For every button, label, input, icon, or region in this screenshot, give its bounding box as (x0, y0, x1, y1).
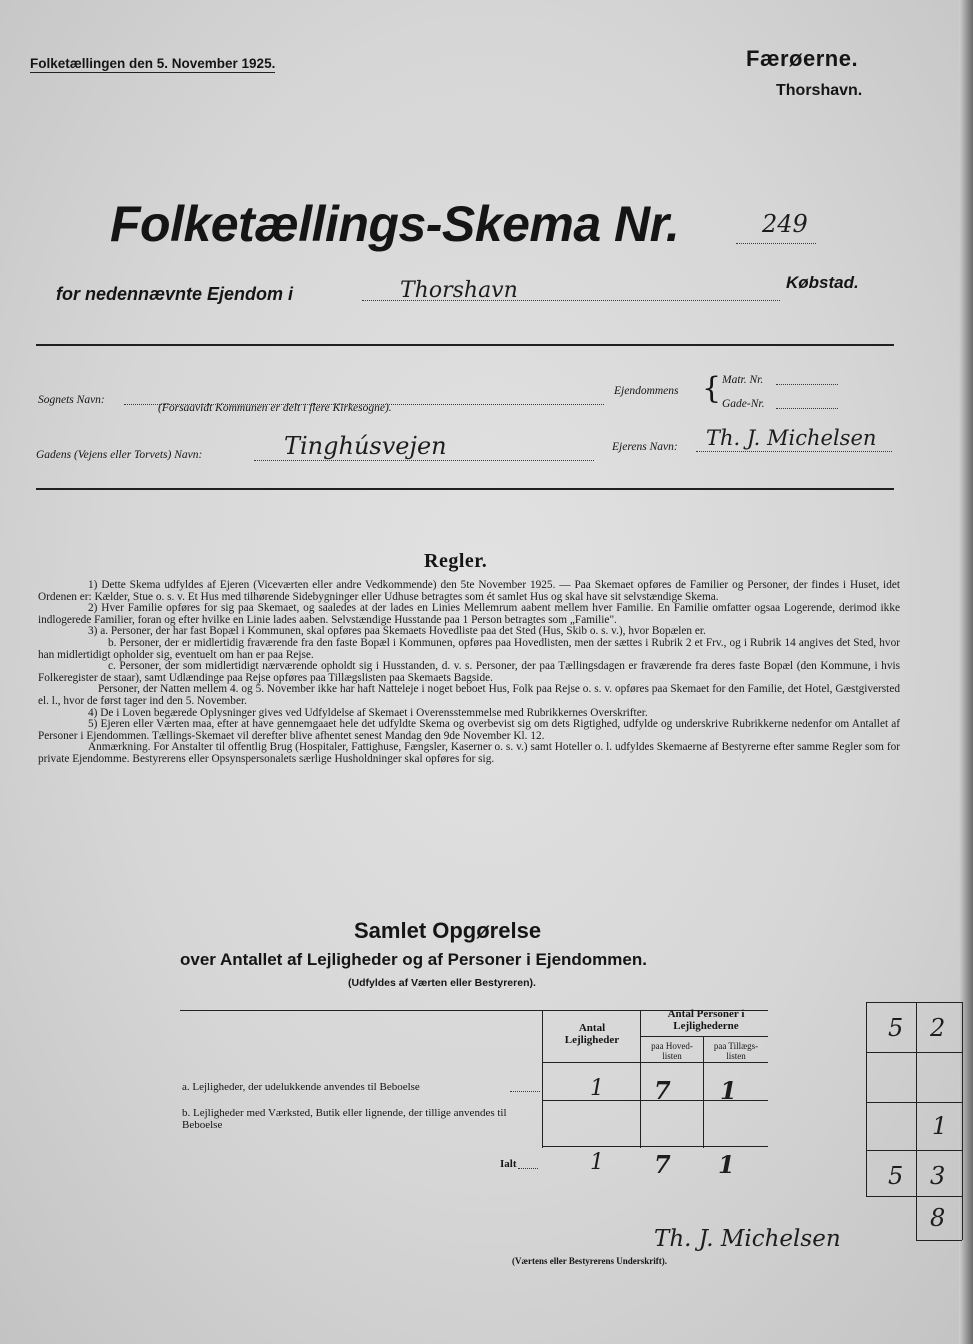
owner-value-handwritten: Th. J. Michelsen (706, 426, 877, 450)
owner-line (696, 451, 892, 452)
tally-mid-line (916, 1002, 917, 1240)
street-label: Gadens (Vejens eller Torvets) Navn: (36, 449, 203, 461)
total-label: Ialt (500, 1158, 517, 1170)
tally-r0-right: 2 (930, 1014, 946, 1042)
col-supp-header: paa Tillægs-listen (713, 1041, 759, 1061)
street-line (254, 460, 594, 461)
parish-note: (Forsaavidt Kommunen er delt i flere Kirkesogne). (158, 402, 392, 414)
town-header: Thorshavn. (776, 82, 863, 99)
region-header: Færøerne. (746, 46, 859, 71)
rule-5: 5) Ejeren eller Værten maa, efter at have gennemgaaet hele det udfyldte Skema og overbevist sig om dets Rigtighed, udfylde og underskrive Rubrikkerne nedenfor om Antallet af Personer i Ejendommen. Tællings-Skemaet vil derefter blive afhentet senest Mandag den 9de November Kl. 12. (38, 718, 900, 742)
table-col-line-1 (542, 1010, 543, 1148)
property-label: Ejendommens (614, 385, 679, 397)
row-b-label: b. Lejligheder med Værksted, Butik eller lignende, der tillige anvendes til Beboelse (182, 1107, 507, 1131)
tally-line-0 (866, 1002, 962, 1003)
rule-3b: b. Personer, der er midlertidig fraværende fra den faste Bopæl i Kommunen, opføres paa Hovedlisten, men der sættes i Rubrik 2 et Frv., og i Rubrik 14 angives det Sted, hvor han midlertidigt opholder sig, eventuelt om han er paa Rejse. (38, 636, 900, 661)
total-supp: 1 (718, 1150, 735, 1179)
col-apartments-header: Antal Lejligheder (564, 1022, 620, 1046)
tally-r3-left: 5 (888, 1162, 904, 1190)
summary-note: (Udfyldes af Værten eller Bestyreren). (348, 977, 536, 989)
tally-left-line (866, 1002, 867, 1196)
form-number-line (736, 243, 816, 244)
property-brace: { (702, 371, 722, 406)
census-date-header: Folketællingen den 5. November 1925. (30, 56, 276, 71)
tally-r4-right: 8 (930, 1204, 946, 1232)
tally-r0-left: 5 (888, 1014, 904, 1042)
divider-bottom (36, 488, 894, 490)
total-dots (518, 1168, 538, 1169)
summary-subheading: over Antallet af Lejligheder og af Personer i Ejendommen. (180, 950, 647, 969)
tally-r3-right: 3 (930, 1162, 946, 1190)
side-tally-grid (866, 1002, 962, 1240)
row-a-main: 7 (654, 1076, 671, 1105)
tally-line-4 (866, 1196, 962, 1197)
row-a-apartments: 1 (590, 1076, 604, 1101)
matr-line (776, 384, 838, 385)
place-handwritten: Thorshavn (400, 278, 518, 303)
col-main-header: paa Hoved-listen (651, 1041, 693, 1061)
place-line (362, 300, 780, 301)
table-row-b-line (542, 1146, 768, 1147)
rule-3c: c. Personer, der som midlertidigt nærværende opholdt sig i Husstanden, d. v. s. Personer, der paa Tællingsdagen er fraværende fra deres faste Bopæl (den Kommune, i hvis Folkeregister de staar), samt Udlændinge paa Rejse opføres paa Tillægslisten paa Skemaets Bagside. (38, 660, 900, 684)
form-subtitle-prefix: for nedennævnte Ejendom i (56, 284, 294, 304)
summary-heading: Samlet Opgørelse (354, 918, 542, 943)
rule-3-persons: Personer, der Natten mellem 4. og 5. November ikke har haft Natteleje i noget beboet Hus, Folk paa Rejse o. s. v. opføres paa Skemaet for den Familie, det Hotel, Gæstgiversted el. l., hvor de først tager ind den 5. November. (38, 683, 900, 707)
row-a-dots (510, 1091, 540, 1092)
table-head-bottom-line (542, 1062, 768, 1063)
divider-top (36, 344, 894, 346)
rule-note: Anmærkning. For Anstalter til offentlig Brug (Hospitaler, Fattighuse, Fængsler, Kaserner o. s. v.) samt Hoteller o. l. udfyldes Skemaerne af Bestyrerne efter samme Regler som for private Ejendomme. Bestyrerens eller Opsynspersonalets særlige Husholdninger skal opføres for sig. (38, 741, 900, 765)
rules-heading: Regler. (424, 550, 488, 572)
tally-line-2 (866, 1102, 962, 1103)
row-a-supp: 1 (720, 1076, 737, 1105)
owner-label: Ejerens Navn: (612, 441, 678, 453)
signature-handwritten: Th. J. Michelsen (654, 1226, 841, 1252)
rule-2: 2) Hver Familie opføres for sig paa Skemaet, og saaledes at der lades en Linies Mellemrum aabent mellem hver Familie. En Familie omfatter ogsaa Logerende, derimod ikke indlogerede Familier, foran og efter hvilke en Linie lades aaben. Selvstændige Husstande paa 1 Person betragtes som „Familie". (38, 602, 900, 626)
table-col-line-3 (703, 1036, 704, 1148)
rule-3a: 3) a. Personer, der har fast Bopæl i Kommunen, skal opføres paa Skemaets Hovedliste paa det Sted (Hus, Skib o. s. v.), hvor Bopælen er. (88, 625, 706, 638)
tally-r2-right: 1 (932, 1112, 948, 1140)
rules-text (38, 580, 900, 766)
form-subtitle-suffix: Købstad. (786, 273, 859, 292)
gade-line (776, 408, 838, 409)
tally-line-1 (866, 1052, 962, 1053)
signature-label: (Værtens eller Bestyrerens Underskrift). (512, 1256, 667, 1266)
gade-label: Gade-Nr. (722, 398, 765, 410)
table-subhead-line (640, 1036, 768, 1037)
form-title: Folketællings-Skema Nr. (110, 196, 680, 252)
tally-right-line (962, 1002, 963, 1240)
rule-4: 4) De i Loven begærede Oplysninger gives ved Udfyldelse af Skemaet i Overensstemmelse med Rubrikkernes Overskrifter. (88, 706, 648, 719)
rule-1: 1) Dette Skema udfyldes af Ejeren (Viceværten eller andre Vedkommende) den 5te November 1925. — Paa Skemaet opføres de Familier og Personer, der findes i Huset, idet Ordenen er: Kælder, Stue o. s. v. Et Hus med tilhørende Sidebygninger eller Udhuse betragtes som ét samlet Hus og skal have sit selvstændige Skema. (38, 579, 900, 603)
parish-label: Sognets Navn: (38, 394, 105, 406)
row-a-label: a. Lejligheder, der udelukkende anvendes til Beboelse (182, 1081, 420, 1093)
col-persons-header: Antal Personer i Lejlighederne (667, 1008, 745, 1032)
table-col-line-2 (640, 1010, 641, 1148)
tally-line-5 (916, 1240, 962, 1241)
total-apartments: 1 (590, 1150, 604, 1175)
tally-line-3 (866, 1150, 962, 1151)
matr-label: Matr. Nr. (722, 374, 764, 386)
total-main: 7 (654, 1150, 671, 1179)
form-number-handwritten: 249 (762, 210, 808, 238)
street-value-handwritten: Tinghúsvejen (284, 432, 447, 460)
